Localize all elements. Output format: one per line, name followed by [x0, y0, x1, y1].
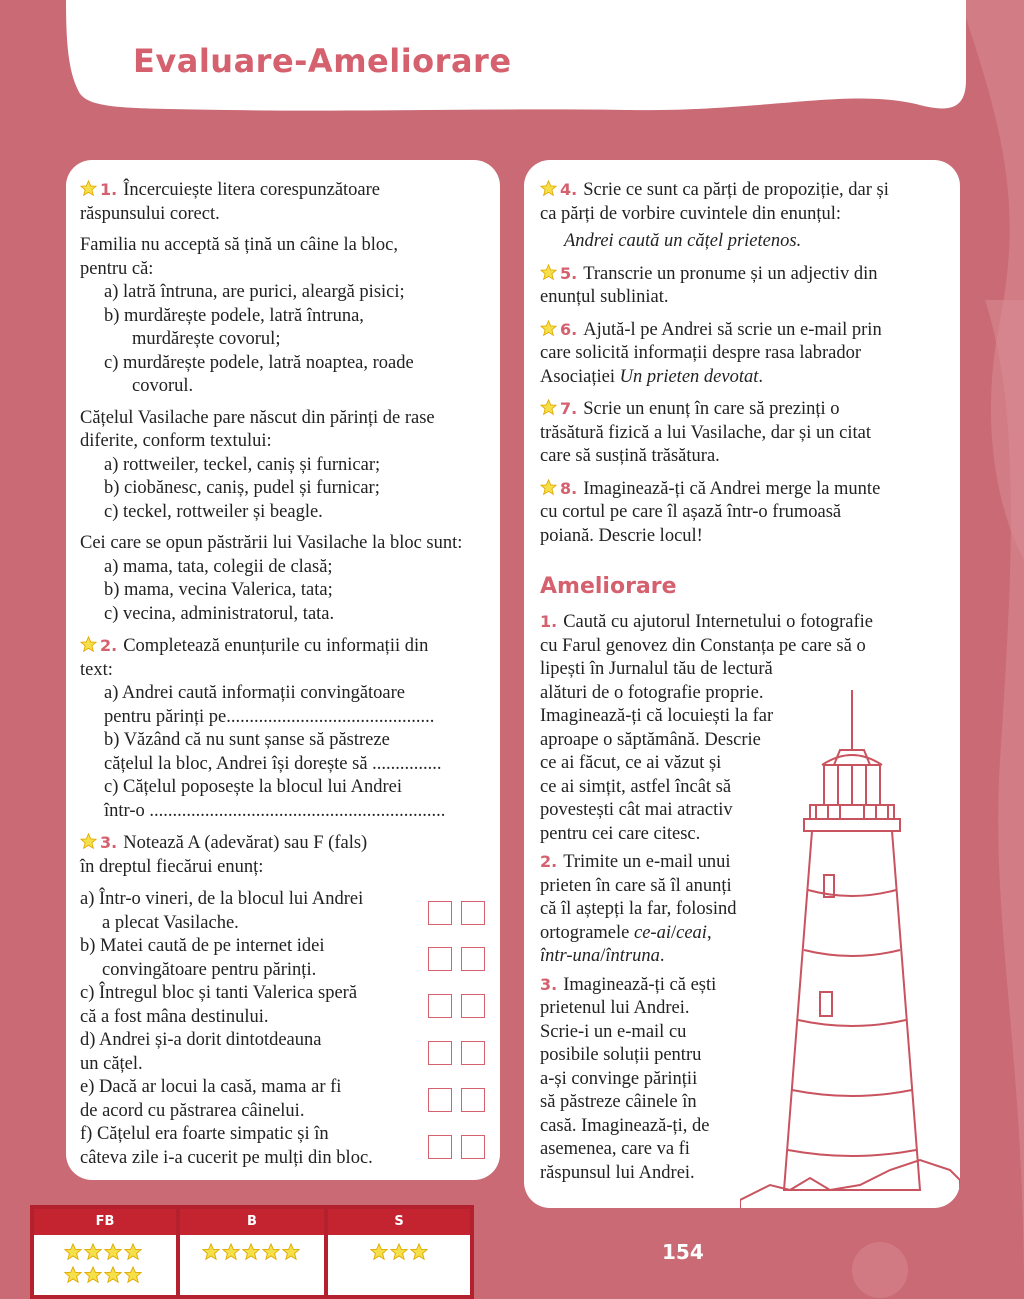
grade-b	[176, 1205, 328, 1299]
false-checkbox[interactable]	[461, 901, 485, 925]
task-text: prietenul lui Andrei.	[540, 998, 690, 1018]
page-number: 154	[662, 1240, 704, 1264]
question-number: 7.	[560, 399, 578, 418]
sub-question-lead: diferite, conform textului:	[80, 431, 272, 451]
task-text: a-și convinge părinții	[540, 1068, 698, 1089]
option-c[interactable]: c) teckel, rottweiler și beagle.	[104, 501, 323, 522]
question-number: 4.	[560, 180, 578, 199]
grade-label: S	[328, 1209, 470, 1235]
option-b[interactable]: b) ciobănesc, caniș, pudel și furnicar;	[104, 478, 380, 498]
true-false-list	[80, 888, 420, 1170]
orthogram: întruna	[605, 946, 660, 966]
task-text: Imaginează-ți că ești	[563, 974, 717, 995]
question-text-cont: text:	[80, 659, 113, 680]
task-text: alături de o fotografie proprie.	[540, 682, 764, 703]
task-text: Trimite un e-mail unui	[563, 852, 731, 872]
fill-in-b-blank[interactable]: cățelul la bloc, Andrei își dorește să ...............	[104, 753, 442, 774]
task-text: ce ai simțit, astfel încât să	[540, 776, 732, 797]
question-number: 5.	[560, 263, 578, 283]
sub-question-lead: pentru că:	[80, 258, 154, 279]
false-checkbox[interactable]	[461, 1041, 485, 1065]
false-checkbox[interactable]	[461, 994, 485, 1018]
option-b-cont: murdărește covorul;	[132, 329, 281, 349]
association-name: Un prieten devotat	[619, 366, 759, 387]
task-text: ce ai făcut, ce ai văzut și	[540, 753, 722, 773]
true-checkbox[interactable]	[428, 1041, 452, 1065]
question-number: 2.	[100, 636, 118, 655]
option-b[interactable]: b) mama, vecina Valerica, tata;	[104, 580, 333, 600]
task-text: posibile soluții pentru	[540, 1045, 702, 1065]
question-text-cont: Asociației	[540, 366, 620, 387]
statement-f: f) Cățelul era foarte simpatic și în	[80, 1124, 329, 1144]
quoted-sentence: Andrei caută un cățel prietenos.	[564, 231, 802, 251]
task-number: 1.	[540, 612, 558, 631]
star-icon	[80, 833, 97, 850]
statement-d: d) Andrei și-a dorit dintotdeauna	[80, 1030, 322, 1050]
question-1	[80, 178, 490, 879]
star-icon	[410, 1243, 428, 1261]
star-icon	[104, 1243, 122, 1261]
star-icon	[64, 1243, 82, 1261]
task-text: răspunsul lui Andrei.	[540, 1162, 695, 1183]
task-number: 2.	[540, 852, 558, 871]
task-text: prieten în care să îl anunți	[540, 875, 732, 896]
question-text: Încercuiește litera corespunzătoare	[123, 180, 381, 200]
section-title-ameliorare: Ameliorare	[540, 574, 677, 599]
separator: /	[670, 922, 677, 943]
question-text-cont: trăsătură fizică a lui Vasilache, dar și un citat	[540, 422, 871, 443]
grade-fb	[30, 1205, 180, 1299]
fill-in-c: c) Cățelul poposește la blocul lui Andrei	[104, 777, 402, 797]
star-icon	[370, 1243, 388, 1261]
task-text: casă. Imaginează-ți, de	[540, 1115, 710, 1136]
question-text-cont: poiană. Descrie locul!	[540, 525, 703, 546]
statement-c-cont: că a fost mâna destinului.	[80, 1006, 269, 1027]
star-icon	[390, 1243, 408, 1261]
statement-e-cont: de acord cu păstrarea câinelui.	[80, 1100, 305, 1121]
task-text: să păstreze câinele în	[540, 1092, 697, 1112]
star-icon	[84, 1266, 102, 1284]
question-text: Imaginează-ți că Andrei merge la munte	[583, 478, 881, 499]
task-text: Caută cu ajutorul Internetului o fotografie	[563, 612, 873, 632]
statement-b: b) Matei caută de pe internet idei	[80, 936, 325, 956]
orthogram: ceai	[676, 922, 707, 943]
option-a[interactable]: a) latră întruna, are purici, aleargă pisici;	[104, 282, 405, 302]
star-icon	[64, 1266, 82, 1284]
star-icon	[262, 1243, 280, 1261]
star-icon	[80, 180, 97, 197]
grade-stars	[328, 1235, 470, 1266]
question-text-cont: care să susțină trăsătura.	[540, 446, 720, 466]
separator: /	[600, 946, 606, 966]
question-text-cont: enunțul subliniat.	[540, 287, 669, 307]
star-icon	[540, 479, 557, 496]
task-text: Imaginează-ți că locuiești la far	[540, 706, 774, 726]
true-checkbox[interactable]	[428, 1135, 452, 1159]
star-icon	[540, 320, 557, 337]
punctuation: ,	[706, 922, 712, 943]
option-b[interactable]: b) murdărește podele, latră întruna,	[104, 305, 364, 326]
task-text: asemenea, care va fi	[540, 1139, 690, 1159]
star-icon	[222, 1243, 240, 1261]
star-icon	[124, 1266, 142, 1284]
task-text: povestești cât mai atractiv	[540, 800, 733, 820]
statement-c: c) Întregul bloc și tanti Valerica speră	[80, 983, 358, 1003]
star-icon	[124, 1243, 142, 1261]
statement-d-cont: un cățel.	[80, 1053, 143, 1074]
star-icon	[540, 399, 557, 416]
task-text: cu Farul genovez din Constanța pe care să o	[540, 635, 866, 656]
grade-label: B	[180, 1209, 324, 1235]
statement-b-cont: convingătoare pentru părinți.	[102, 959, 317, 980]
question-text-cont: care solicită informații despre rasa labrador	[540, 343, 862, 363]
option-a[interactable]: a) mama, tata, colegii de clasă;	[104, 556, 333, 577]
fill-in-a: a) Andrei caută informații convingătoare	[104, 683, 406, 703]
statement-e: e) Dacă ar locui la casă, mama ar fi	[80, 1077, 342, 1097]
statement-a-cont: a plecat Vasilache.	[102, 912, 239, 933]
star-icon	[104, 1266, 122, 1284]
task-text: lipești în Jurnalul tău de lectură	[540, 659, 773, 679]
fill-in-a-blank[interactable]: pentru părinți pe.............................................	[104, 706, 435, 727]
task-text: pentru cei care citesc.	[540, 823, 701, 844]
orthogram: într-una	[540, 946, 601, 966]
task-text: aproape o săptămână. Descrie	[540, 729, 761, 750]
grade-stars	[180, 1235, 324, 1266]
question-number: 6.	[560, 319, 578, 339]
option-c-cont: covorul.	[132, 376, 194, 396]
task-text: că îl aștepți la far, folosind	[540, 899, 737, 919]
true-checkbox[interactable]	[428, 994, 452, 1018]
false-checkbox[interactable]	[461, 1088, 485, 1112]
question-number: 1.	[100, 180, 118, 199]
sub-question-lead: Cățelul Vasilache pare născut din părinți de rase	[80, 407, 435, 428]
fill-in-b: b) Văzând că nu sunt șanse să păstreze	[104, 730, 390, 750]
question-text: Notează A (adevărat) sau F (fals)	[123, 833, 368, 853]
question-text: Scrie ce sunt ca părți de propoziție, dar și	[583, 180, 889, 200]
question-text-cont: în dreptul fiecărui enunț:	[80, 856, 264, 877]
question-text: Ajută-l pe Andrei să scrie un e-mail prin	[583, 319, 882, 340]
true-checkbox[interactable]	[428, 947, 452, 971]
orthogram: ce-ai	[634, 922, 671, 943]
grade-s	[324, 1205, 474, 1299]
true-checkbox[interactable]	[428, 901, 452, 925]
question-text: Completează enunțurile cu informații din	[123, 636, 429, 656]
question-number: 3.	[100, 833, 118, 852]
star-icon	[242, 1243, 260, 1261]
question-text-cont: cu cortul pe care îl așază într-o frumoasă	[540, 502, 842, 522]
true-checkbox[interactable]	[428, 1088, 452, 1112]
page-title: Evaluare-Ameliorare	[133, 42, 512, 80]
fill-in-c-blank[interactable]: într-o ................................................................	[104, 800, 446, 821]
statement-a: a) Într-o vineri, de la blocul lui Andrei	[80, 889, 364, 909]
option-a[interactable]: a) rottweiler, teckel, caniș și furnicar;	[104, 454, 381, 475]
star-icon	[84, 1243, 102, 1261]
questions-4-8	[540, 178, 950, 548]
star-icon	[540, 264, 557, 281]
sub-question-lead: Familia nu acceptă să țină un câine la bloc,	[80, 235, 398, 255]
option-c[interactable]: c) murdărește podele, latră noaptea, roade	[104, 352, 414, 373]
grade-stars	[34, 1235, 176, 1289]
star-icon	[80, 636, 97, 653]
task-number: 3.	[540, 974, 558, 994]
question-text: Scrie un enunț în care să prezinți o	[583, 399, 840, 419]
grade-label: FB	[34, 1209, 176, 1235]
star-icon	[540, 180, 557, 197]
statement-f-cont: câteva zile i-a cucerit pe mulți din bloc.	[80, 1147, 373, 1168]
task-text: Scrie-i un e-mail cu	[540, 1021, 687, 1042]
option-c[interactable]: c) vecina, administratorul, tata.	[104, 603, 335, 624]
punctuation: .	[758, 366, 763, 387]
question-text-cont: ca părți de vorbire cuvintele din enunțul:	[540, 203, 842, 224]
star-icon	[282, 1243, 300, 1261]
false-checkbox[interactable]	[461, 1135, 485, 1159]
question-text: Transcrie un pronume și un adjectiv din	[583, 263, 878, 284]
ameliorare-tasks	[540, 610, 930, 1185]
star-icon	[202, 1243, 220, 1261]
sub-question-lead: Cei care se opun păstrării lui Vasilache la bloc sunt:	[80, 533, 463, 553]
task-text: ortogramele	[540, 922, 634, 943]
question-text-cont: răspunsului corect.	[80, 203, 220, 224]
punctuation: .	[659, 946, 665, 966]
false-checkbox[interactable]	[461, 947, 485, 971]
question-number: 8.	[560, 478, 578, 498]
